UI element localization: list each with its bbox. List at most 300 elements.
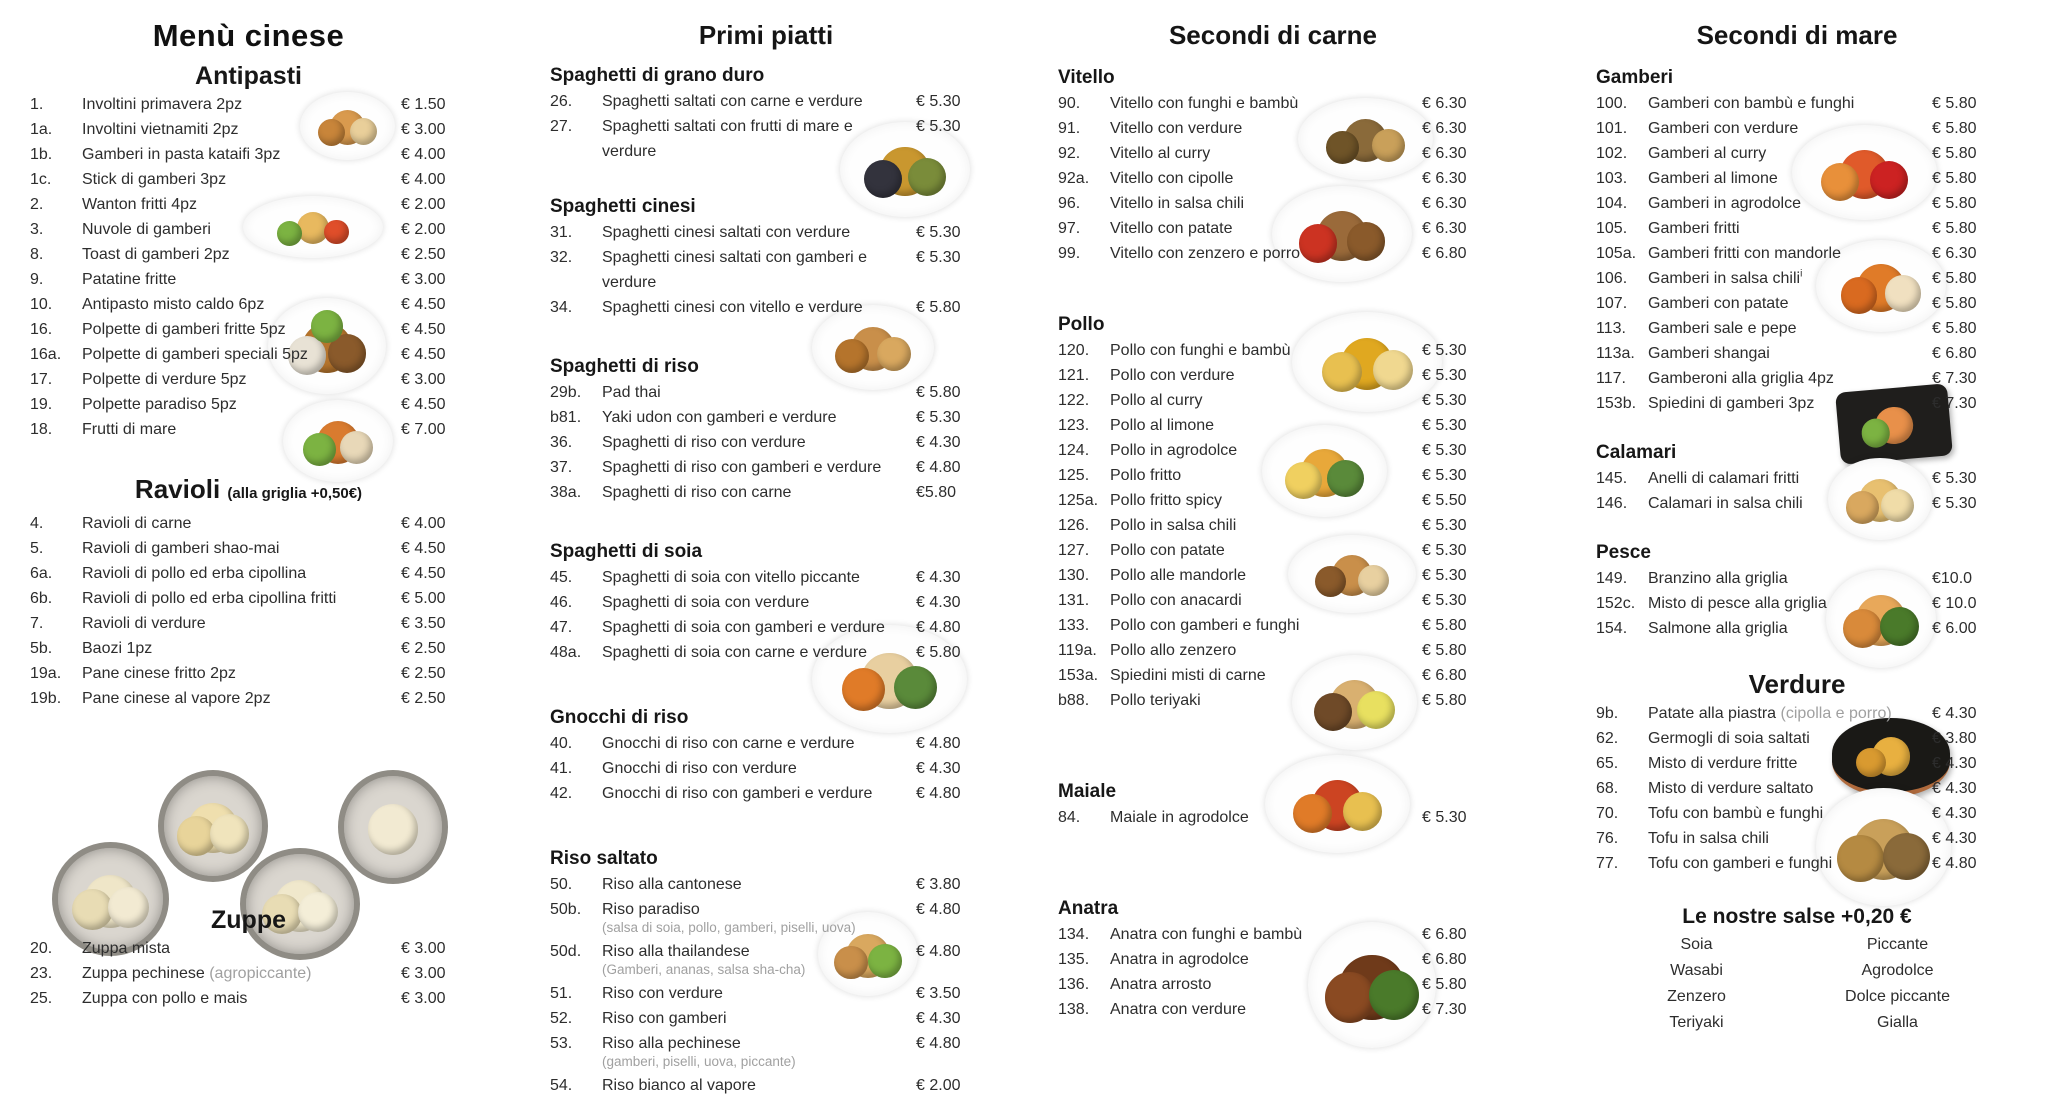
item-price: € 4.50 bbox=[401, 396, 446, 413]
section-title-text: Spaghetti cinesi bbox=[550, 196, 696, 217]
item-name bbox=[1648, 216, 1932, 241]
menu-item bbox=[1058, 241, 1488, 266]
item-name-text: Spaghetti di soia con vitello piccante bbox=[602, 569, 860, 586]
item-name bbox=[82, 986, 401, 1011]
menu-item bbox=[550, 220, 982, 245]
item-number: 90. bbox=[1058, 95, 1081, 112]
item-price: € 7.00 bbox=[401, 421, 446, 438]
item-price: € 3.80 bbox=[1932, 730, 1977, 747]
item-name bbox=[1648, 491, 1932, 516]
section-ravioli bbox=[30, 472, 467, 711]
item-number: 51. bbox=[550, 985, 573, 1002]
item-price: € 4.30 bbox=[1932, 755, 1977, 772]
item-number: 76. bbox=[1596, 830, 1619, 847]
item-name-text: Anelli di calamari fritti bbox=[1648, 470, 1800, 487]
item-number: 84. bbox=[1058, 809, 1081, 826]
menu-item bbox=[1058, 116, 1488, 141]
item-price: € 4.30 bbox=[1932, 805, 1977, 822]
menu-item bbox=[1596, 316, 1998, 341]
menu-item bbox=[1596, 241, 1998, 266]
item-price: € 5.80 bbox=[1932, 220, 1977, 237]
item-name bbox=[1110, 588, 1422, 613]
item-name-text: Baozi 1pz bbox=[82, 640, 153, 657]
item-name-text: Ravioli di pollo ed erba cipollina fritti bbox=[82, 590, 337, 607]
item-name bbox=[602, 872, 916, 897]
menu-item bbox=[550, 981, 982, 1006]
item-name bbox=[602, 756, 916, 781]
item-name-text: Tofu in salsa chili bbox=[1648, 830, 1769, 847]
item-name-text: Pollo fritto spicy bbox=[1110, 492, 1223, 509]
item-name-text: Polpette paradiso 5pz bbox=[82, 396, 237, 413]
menu-item bbox=[550, 872, 982, 897]
item-number: 105. bbox=[1596, 220, 1628, 237]
menu-item bbox=[1058, 463, 1488, 488]
item-name bbox=[82, 536, 401, 561]
item-name-text: Vitello in salsa chili bbox=[1110, 195, 1244, 212]
item-name bbox=[1648, 566, 1932, 591]
item-name bbox=[1648, 141, 1932, 166]
menu-item bbox=[1058, 922, 1488, 947]
item-number: 42. bbox=[550, 785, 573, 802]
item-name-text: Spaghetti saltati con frutti di mare e verdure bbox=[602, 118, 853, 160]
item-price: € 6.30 bbox=[1422, 95, 1467, 112]
menu-item bbox=[1058, 438, 1488, 463]
menu-item bbox=[1596, 266, 1998, 291]
page-title: Menù cinese bbox=[152, 18, 345, 53]
item-price: € 4.00 bbox=[401, 515, 446, 532]
item-name bbox=[1648, 166, 1932, 191]
item-name bbox=[1110, 538, 1422, 563]
item-number: 52. bbox=[550, 1010, 573, 1027]
item-name bbox=[1110, 166, 1422, 191]
menu-item bbox=[1596, 291, 1998, 316]
section-title-text: Riso saltato bbox=[550, 848, 658, 869]
item-name bbox=[1648, 616, 1932, 641]
item-price: € 5.80 bbox=[1932, 170, 1977, 187]
item-name bbox=[1648, 116, 1932, 141]
section-title-text: Spaghetti di riso bbox=[550, 356, 699, 377]
item-name bbox=[602, 89, 916, 114]
menu-item bbox=[550, 1073, 982, 1098]
section-title-grano-duro bbox=[550, 63, 982, 89]
item-name-text: Pollo con verdure bbox=[1110, 367, 1235, 384]
item-number: 62. bbox=[1596, 730, 1619, 747]
menu-column-3 bbox=[1058, 0, 1488, 1022]
item-price: € 5.30 bbox=[1932, 495, 1977, 512]
section-title-spaghetti-cinesi bbox=[550, 194, 982, 220]
item-name-text: Spiedini di gamberi 3pz bbox=[1648, 395, 1815, 412]
menu-item bbox=[1058, 972, 1488, 997]
item-price: € 3.00 bbox=[401, 371, 446, 388]
item-name bbox=[1110, 338, 1422, 363]
item-name bbox=[1648, 366, 1932, 391]
item-name-text: Spaghetti di soia con carne e verdure bbox=[602, 644, 868, 661]
menu-item bbox=[1596, 591, 1998, 616]
section-title-salse bbox=[1596, 902, 1998, 932]
item-name-text: Gamberi fritti con mandorle bbox=[1648, 245, 1841, 262]
item-number: 126. bbox=[1058, 517, 1090, 534]
item-name bbox=[602, 640, 916, 665]
menu-item bbox=[550, 781, 982, 806]
item-name-text: Tofu con bambù e funghi bbox=[1648, 805, 1824, 822]
item-name-text: Branzino alla griglia bbox=[1648, 570, 1788, 587]
item-name bbox=[1110, 488, 1422, 513]
menu-item bbox=[550, 430, 982, 455]
menu-item bbox=[550, 756, 982, 781]
menu-item bbox=[30, 511, 467, 536]
item-name-text: Polpette di gamberi fritte 5pz bbox=[82, 321, 286, 338]
item-price: € 2.50 bbox=[401, 665, 446, 682]
item-number: 6a. bbox=[30, 565, 53, 582]
item-name bbox=[82, 392, 401, 417]
item-name-text: Ravioli di pollo ed erba cipollina bbox=[82, 565, 307, 582]
item-name bbox=[82, 611, 401, 636]
section-title-text: Anatra bbox=[1058, 898, 1119, 919]
item-price: € 4.30 bbox=[1932, 830, 1977, 847]
item-price: € 3.00 bbox=[401, 965, 446, 982]
item-price: € 5.50 bbox=[1422, 492, 1467, 509]
item-name bbox=[602, 245, 916, 295]
item-name bbox=[1110, 805, 1422, 830]
item-price: € 5.80 bbox=[916, 384, 961, 401]
item-name bbox=[1110, 947, 1422, 972]
item-price: € 7.30 bbox=[1932, 370, 1977, 387]
sauce-name: Piccante bbox=[1866, 936, 1929, 953]
item-number: 152c. bbox=[1596, 595, 1636, 612]
item-name bbox=[82, 267, 401, 292]
item-name-text: Gnocchi di riso con gamberi e verdure bbox=[602, 785, 873, 802]
item-name bbox=[602, 405, 916, 430]
item-name bbox=[1648, 241, 1932, 266]
item-name bbox=[1110, 116, 1422, 141]
menu-item bbox=[1058, 663, 1488, 688]
item-price: €10.0 bbox=[1932, 570, 1973, 587]
item-price: € 4.80 bbox=[916, 943, 961, 960]
menu-item bbox=[30, 961, 467, 986]
item-price: € 4.50 bbox=[401, 540, 446, 557]
item-name-text: Gamberi con verdure bbox=[1648, 120, 1799, 137]
menu-item bbox=[1596, 341, 1998, 366]
menu-item bbox=[550, 939, 982, 964]
item-name-text: Zuppa mista bbox=[82, 940, 171, 957]
item-name-text: Pollo con patate bbox=[1110, 542, 1225, 559]
menu-item bbox=[1596, 191, 1998, 216]
section-title-gnocchi bbox=[550, 705, 982, 731]
menu-item bbox=[1058, 588, 1488, 613]
sauce-name: Agrodolce bbox=[1861, 962, 1934, 979]
item-name-text: Spaghetti di riso con carne bbox=[602, 484, 792, 501]
item-number: 131. bbox=[1058, 592, 1090, 609]
section-title-text: Gnocchi di riso bbox=[550, 707, 689, 728]
item-price: € 5.80 bbox=[1932, 95, 1977, 112]
item-number: 96. bbox=[1058, 195, 1081, 212]
item-name-text: Pollo con funghi e bambù bbox=[1110, 342, 1291, 359]
item-name bbox=[1110, 413, 1422, 438]
menu-item bbox=[1596, 701, 1998, 726]
item-name-text: Gamberi in salsa chili bbox=[1648, 270, 1801, 287]
section-pesce bbox=[1596, 540, 1998, 641]
item-name-text: Germogli di soia saltati bbox=[1648, 730, 1810, 747]
menu-item bbox=[1596, 851, 1998, 876]
item-name-text: Stick di gamberi 3pz bbox=[82, 171, 227, 188]
item-name-text: Vitello con zenzero e porro bbox=[1110, 245, 1301, 262]
menu-item bbox=[550, 615, 982, 640]
item-price: € 4.00 bbox=[401, 146, 446, 163]
item-name bbox=[1110, 613, 1422, 638]
item-name bbox=[602, 781, 916, 806]
item-price: € 6.80 bbox=[1422, 926, 1467, 943]
item-number: 106. bbox=[1596, 270, 1628, 287]
item-name-text: Gnocchi di riso con verdure bbox=[602, 760, 797, 777]
item-name bbox=[602, 220, 916, 245]
item-price: € 4.80 bbox=[1932, 855, 1977, 872]
item-number: 153a. bbox=[1058, 667, 1099, 684]
menu-item bbox=[30, 367, 467, 392]
menu-column-2 bbox=[550, 0, 982, 1098]
item-price: € 4.80 bbox=[916, 1035, 961, 1052]
item-price: € 3.00 bbox=[401, 990, 446, 1007]
item-name-text: Spaghetti cinesi con vitello e verdure bbox=[602, 299, 863, 316]
item-name bbox=[82, 342, 401, 367]
menu-item bbox=[30, 661, 467, 686]
item-number: 105a. bbox=[1596, 245, 1637, 262]
section-title-text: Vitello bbox=[1058, 67, 1115, 88]
item-name bbox=[1110, 563, 1422, 588]
item-number: 68. bbox=[1596, 780, 1619, 797]
item-number: 117. bbox=[1596, 370, 1626, 387]
item-number: 92. bbox=[1058, 145, 1081, 162]
sauce-name: Teriyaki bbox=[1669, 1014, 1724, 1031]
sauce-row bbox=[1596, 932, 1998, 958]
item-name-text: Calamari in salsa chili bbox=[1648, 495, 1803, 512]
item-price: € 4.50 bbox=[401, 565, 446, 582]
menu-item bbox=[1596, 466, 1998, 491]
item-number: 99. bbox=[1058, 245, 1081, 262]
menu-item bbox=[1058, 191, 1488, 216]
item-number: 45. bbox=[550, 569, 573, 586]
item-price: € 5.30 bbox=[1422, 592, 1467, 609]
item-number: 2. bbox=[30, 196, 44, 213]
item-number: 113. bbox=[1596, 320, 1626, 337]
item-name-text: Spaghetti cinesi saltati con gamberi e verdure bbox=[602, 249, 868, 291]
item-name bbox=[1648, 776, 1932, 801]
sauce-name: Soia bbox=[1680, 936, 1713, 953]
item-number: 50d. bbox=[550, 943, 582, 960]
section-title-text: Pesce bbox=[1596, 542, 1651, 563]
item-name-text: Gamberi in agrodolce bbox=[1648, 195, 1801, 212]
item-name-text: Tofu con gamberi e funghi bbox=[1648, 855, 1833, 872]
item-name-text: Vitello con cipolle bbox=[1110, 170, 1234, 187]
item-name bbox=[602, 1006, 916, 1031]
item-price: € 4.00 bbox=[401, 171, 446, 188]
item-name-text: Ravioli di gamberi shao-mai bbox=[82, 540, 280, 557]
item-name-text: Pollo teriyaki bbox=[1110, 692, 1201, 709]
sauce-name: Gialla bbox=[1877, 1014, 1918, 1031]
item-price: € 6.30 bbox=[1422, 170, 1467, 187]
item-name bbox=[82, 242, 401, 267]
section-title-spaghetti-riso bbox=[550, 354, 982, 380]
item-number: 102. bbox=[1596, 145, 1628, 162]
item-price: € 7.30 bbox=[1422, 1001, 1467, 1018]
item-name-text: Misto di verdure saltato bbox=[1648, 780, 1814, 797]
section-gnocchi bbox=[550, 705, 982, 806]
section-spaghetti-riso bbox=[550, 354, 982, 505]
item-number: 10. bbox=[30, 296, 53, 313]
item-name-text: Zuppa pechinese bbox=[82, 965, 205, 982]
item-name-text: Pollo in salsa chili bbox=[1110, 517, 1237, 534]
menu-item bbox=[30, 317, 467, 342]
item-name bbox=[1110, 513, 1422, 538]
menu-item bbox=[30, 686, 467, 711]
item-name bbox=[602, 615, 916, 640]
menu-item bbox=[30, 117, 467, 142]
item-name bbox=[602, 590, 916, 615]
item-name-text: Riso con gamberi bbox=[602, 1010, 727, 1027]
item-number: 19. bbox=[30, 396, 53, 413]
menu-item bbox=[30, 561, 467, 586]
item-number: 19a. bbox=[30, 665, 62, 682]
item-number: 1b. bbox=[30, 146, 53, 163]
item-number: b81. bbox=[550, 409, 582, 426]
item-name bbox=[82, 317, 401, 342]
menu-item bbox=[1596, 141, 1998, 166]
item-number: 91. bbox=[1058, 120, 1081, 137]
menu-item bbox=[1058, 805, 1488, 830]
item-number: 37. bbox=[550, 459, 573, 476]
item-number: 48a. bbox=[550, 644, 582, 661]
item-price: € 5.80 bbox=[1932, 270, 1977, 287]
item-name-text: Salmone alla griglia bbox=[1648, 620, 1788, 637]
item-number: 153b. bbox=[1596, 395, 1637, 412]
item-name bbox=[1110, 388, 1422, 413]
item-number: 29b. bbox=[550, 384, 582, 401]
menu-column-4 bbox=[1596, 0, 1998, 1036]
item-name bbox=[82, 92, 401, 117]
section-title-antipasti bbox=[30, 60, 467, 92]
item-price: € 6.80 bbox=[1422, 667, 1467, 684]
menu-item bbox=[550, 480, 982, 505]
menu-item bbox=[1596, 826, 1998, 851]
section-title-pollo bbox=[1058, 312, 1488, 338]
item-price: € 4.80 bbox=[916, 459, 961, 476]
section-title-anatra bbox=[1058, 896, 1488, 922]
item-number: 16. bbox=[30, 321, 53, 338]
item-name-text: Spaghetti di riso con verdure bbox=[602, 434, 806, 451]
item-number: 136. bbox=[1058, 976, 1090, 993]
menu-item bbox=[1058, 613, 1488, 638]
item-price: € 5.30 bbox=[916, 93, 961, 110]
item-name bbox=[1110, 216, 1422, 241]
item-number: 25. bbox=[30, 990, 53, 1007]
menu-item bbox=[1058, 363, 1488, 388]
item-price: € 5.80 bbox=[1422, 976, 1467, 993]
item-price: € 4.30 bbox=[1932, 705, 1977, 722]
menu-item bbox=[550, 405, 982, 430]
menu-item bbox=[1596, 216, 1998, 241]
sauce-row bbox=[1596, 984, 1998, 1010]
item-name-text: Riso paradiso bbox=[602, 901, 700, 918]
item-name bbox=[82, 686, 401, 711]
item-name-text: Maiale in agrodolce bbox=[1110, 809, 1249, 826]
section-title-maiale bbox=[1058, 779, 1488, 805]
item-price: € 5.30 bbox=[916, 118, 961, 135]
menu-item bbox=[1596, 726, 1998, 751]
item-number: 38a. bbox=[550, 484, 582, 501]
menu-column-1 bbox=[30, 0, 467, 1011]
item-name bbox=[1110, 363, 1422, 388]
item-number: 4. bbox=[30, 515, 44, 532]
item-name bbox=[82, 292, 401, 317]
item-name bbox=[1110, 922, 1422, 947]
item-number: 127. bbox=[1058, 542, 1090, 559]
item-price: € 2.00 bbox=[401, 196, 446, 213]
item-price: € 2.00 bbox=[401, 221, 446, 238]
item-number: 113a. bbox=[1596, 345, 1635, 362]
item-number: 47. bbox=[550, 619, 573, 636]
menu-item bbox=[1058, 538, 1488, 563]
menu-item bbox=[550, 731, 982, 756]
item-name bbox=[1648, 191, 1932, 216]
sauce-row bbox=[1596, 1010, 1998, 1036]
section-title-text: Antipasti bbox=[195, 62, 302, 90]
item-name-text: Nuvole di gamberi bbox=[82, 221, 211, 238]
item-price: € 4.80 bbox=[916, 619, 961, 636]
menu-item bbox=[1058, 338, 1488, 363]
item-name bbox=[602, 455, 916, 480]
section-verdure bbox=[1596, 667, 1998, 876]
item-name bbox=[602, 731, 916, 756]
item-name bbox=[82, 961, 401, 986]
item-number: 27. bbox=[550, 118, 573, 135]
menu-item bbox=[550, 1006, 982, 1031]
menu-item bbox=[550, 245, 982, 295]
item-number: 123. bbox=[1058, 417, 1090, 434]
item-name bbox=[1648, 801, 1932, 826]
item-number: 6b. bbox=[30, 590, 53, 607]
item-price: € 4.30 bbox=[916, 594, 961, 611]
item-price: € 3.50 bbox=[401, 615, 446, 632]
menu-item bbox=[550, 89, 982, 114]
item-name-text: Pollo in agrodolce bbox=[1110, 442, 1238, 459]
menu-item bbox=[30, 167, 467, 192]
item-price: € 5.80 bbox=[1932, 120, 1977, 137]
item-number: 119a. bbox=[1058, 642, 1097, 659]
item-number: 41. bbox=[550, 760, 573, 777]
item-name bbox=[1648, 291, 1932, 316]
item-price: € 5.30 bbox=[1932, 470, 1977, 487]
item-price: € 5.80 bbox=[1422, 617, 1467, 634]
item-name-text: Anatra arrosto bbox=[1110, 976, 1212, 993]
item-name bbox=[1110, 91, 1422, 116]
item-name-text: Ravioli di verdure bbox=[82, 615, 206, 632]
item-name-text: Pane cinese al vapore 2pz bbox=[82, 690, 271, 707]
item-name bbox=[82, 586, 401, 611]
section-zuppe bbox=[30, 904, 467, 1011]
item-price: € 4.30 bbox=[916, 1010, 961, 1027]
section-spaghetti-cinesi bbox=[550, 194, 982, 320]
item-name-text: Spiedini misti di carne bbox=[1110, 667, 1266, 684]
item-price: € 5.30 bbox=[1422, 517, 1467, 534]
menu-item bbox=[1058, 563, 1488, 588]
item-price: € 2.50 bbox=[401, 640, 446, 657]
item-number: 40. bbox=[550, 735, 573, 752]
item-price: € 3.00 bbox=[401, 121, 446, 138]
column-title: Secondi di carne bbox=[1168, 20, 1378, 50]
item-name bbox=[1110, 191, 1422, 216]
item-price: € 6.00 bbox=[1932, 620, 1977, 637]
item-price: € 4.30 bbox=[1932, 780, 1977, 797]
menu-item bbox=[30, 417, 467, 442]
